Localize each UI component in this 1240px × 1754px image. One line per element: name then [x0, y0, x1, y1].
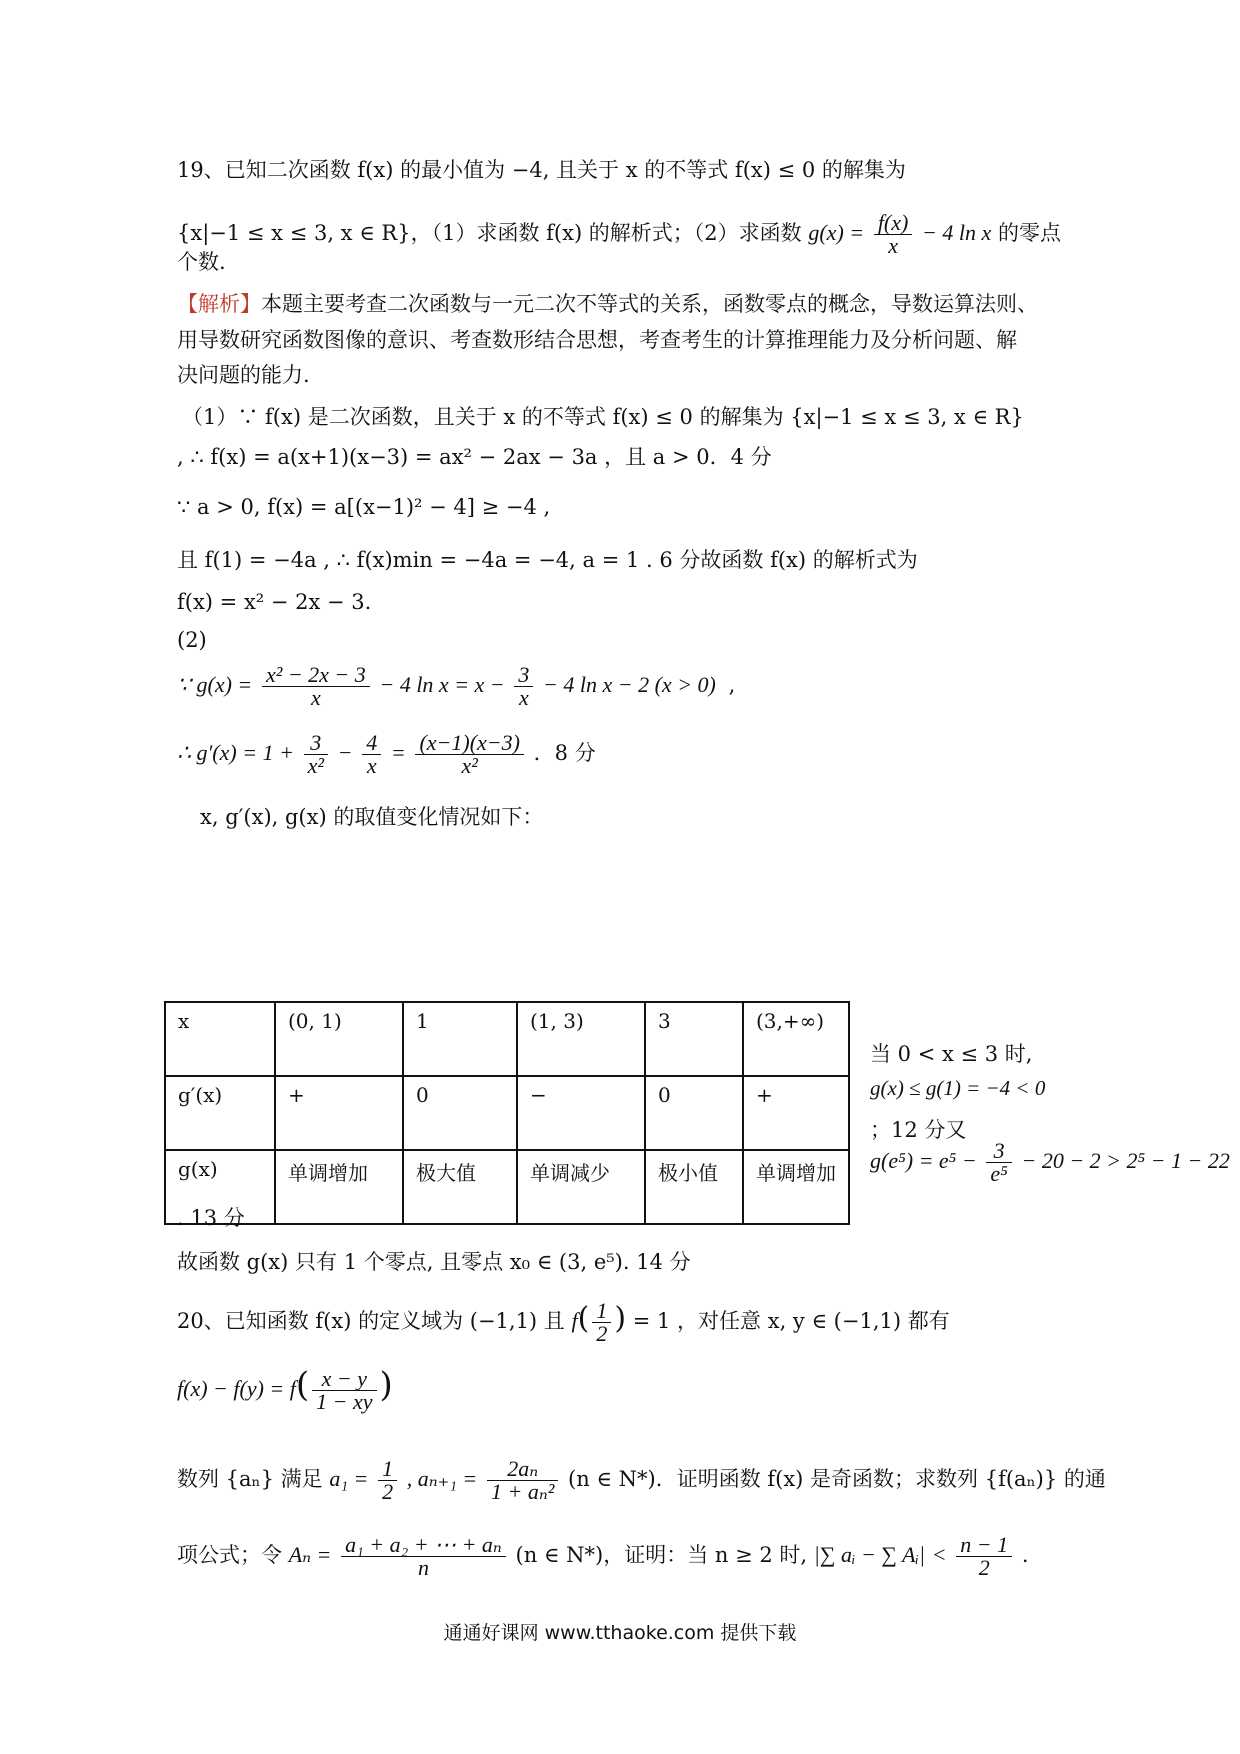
- g-def-numerator: f(x): [874, 212, 913, 235]
- q19-line-3: 个数.: [177, 250, 226, 274]
- step-8-fraction-1: [304, 732, 328, 777]
- step-4: 且 f(1) = −4a , ∴ f(x)min = −4a = −4, a = 1 . 6 分故函数 f(x) 的解析式为: [177, 548, 918, 572]
- table-row: [165, 1150, 849, 1224]
- step-7-den-1: x: [310, 685, 321, 710]
- table-cell: (0, 1): [275, 1002, 403, 1076]
- table-cell: −: [517, 1076, 645, 1150]
- step-8-post: ．8 分: [533, 741, 596, 765]
- step-7-den-2: x: [518, 685, 529, 710]
- q20-line-3-b: a₁ =: [329, 1466, 369, 1491]
- step-2: , ∴ f(x) = a(x+1)(x−3) = ax² − 2ax − 3a ，且 a > 0．4 分: [177, 445, 772, 469]
- step-8-den-2: x: [366, 753, 377, 778]
- q20-line-3-a: 数列 {aₙ} 满足: [177, 1467, 323, 1491]
- step-10: . 13 分: [177, 1206, 245, 1230]
- q20-line-4-b: Aₙ =: [288, 1542, 332, 1567]
- g-def-denominator: x: [888, 233, 898, 258]
- analysis-line-2: 用导数研究函数图像的意识、考查数形结合思想，考查考生的计算推理能力及分析问题、解: [177, 328, 1017, 352]
- q20-line-4-a: 项公式；令: [177, 1543, 282, 1567]
- analysis-line-1: [177, 292, 1038, 317]
- step-8-num-1: 3: [304, 732, 328, 755]
- q20-bound-num: n − 1: [956, 1534, 1012, 1557]
- g-def-fraction: [874, 212, 913, 257]
- step-8-eq: =: [390, 740, 406, 765]
- step-7-fraction-1: [262, 664, 370, 709]
- step-8-pre: ∴ g′(x) = 1 +: [177, 740, 294, 765]
- g-def-tail: − 4 ln x: [922, 220, 992, 245]
- q20-line-3-d: (n ∈ N*)．证明函数 f(x) 是奇函数；求数列 {f(aₙ)} 的通: [568, 1467, 1106, 1491]
- q20-line-1-pre: 20、已知函数 f(x) 的定义域为 (−1,1) 且: [177, 1309, 565, 1333]
- analysis-tag: 【解析】: [177, 292, 261, 316]
- q20-paren-close-2: ): [379, 1365, 393, 1405]
- table-cell: +: [743, 1076, 849, 1150]
- side-note-4-num: 3: [986, 1140, 1011, 1163]
- side-note-4-pre: g(e⁵) = e⁵ −: [870, 1148, 977, 1173]
- q20-line-4-c: (n ∈ N*)，证明：当 n ≥ 2 时,: [515, 1543, 808, 1567]
- q20-a1-den: 2: [382, 1479, 394, 1504]
- table-cell: g(x): [165, 1150, 275, 1224]
- analysis-line-3: 决问题的能力.: [177, 363, 310, 387]
- q20-An-den: n: [417, 1555, 429, 1580]
- step-8-den-3: x²: [461, 753, 478, 778]
- table-row: [165, 1002, 849, 1076]
- step-7-num-2: 3: [514, 664, 533, 687]
- q20-half-den: 2: [596, 1321, 608, 1346]
- q20-recur-fraction: [487, 1458, 558, 1503]
- q20-line-2-pre: f(x) − f(y) = f: [177, 1376, 296, 1401]
- q19-line-2: [177, 212, 1061, 257]
- q20-paren-open-2: (: [295, 1365, 310, 1405]
- table-cell: +: [275, 1076, 403, 1150]
- step-7-mid: − 4 ln x = x −: [379, 672, 505, 697]
- step-8-minus: −: [337, 740, 353, 765]
- q20-fxy-num: x − y: [312, 1368, 376, 1391]
- q20-half-num: 1: [592, 1300, 611, 1323]
- side-note-2: g(x) ≤ g(1) = −4 < 0: [870, 1076, 1046, 1100]
- step-5: f(x) = x² − 2x − 3.: [177, 590, 372, 614]
- q20-line-1: [177, 1300, 950, 1345]
- table-cell: 极小值: [645, 1150, 743, 1224]
- q20-abs-sum: |∑ aᵢ − ∑ Aᵢ|: [813, 1542, 926, 1567]
- q20-fxy-den: 1 − xy: [316, 1389, 373, 1414]
- page-footer: 通通好课网 www.tthaoke.com 提供下载: [443, 1622, 797, 1644]
- step-7-num-1: x² − 2x − 3: [262, 664, 370, 687]
- table-cell: 1: [403, 1002, 517, 1076]
- q20-line-4-dot: .: [1021, 1543, 1029, 1567]
- step-7: [177, 664, 735, 709]
- analysis-text-1: 本题主要考查二次函数与一元二次不等式的关系，函数零点的概念，导数运算法则、: [261, 292, 1038, 316]
- q20-a1-fraction: [378, 1458, 397, 1503]
- q20-line-2: [177, 1365, 393, 1414]
- variation-table: [164, 1001, 850, 1225]
- q20-recur-den: 1 + aₙ²: [490, 1479, 555, 1504]
- step-8-den-1: x²: [307, 753, 324, 778]
- q20-An-num: a₁ + a₂ + ⋯ + aₙ: [341, 1534, 506, 1557]
- side-note-4: [870, 1140, 1230, 1185]
- q20-fxy-fraction: [312, 1368, 376, 1413]
- q20-bound-den: 2: [978, 1555, 990, 1580]
- q20-half-fraction: [592, 1300, 611, 1345]
- g-def-end: 的零点: [997, 221, 1061, 245]
- table-cell: 单调减少: [517, 1150, 645, 1224]
- table-cell: x: [165, 1002, 275, 1076]
- table-row: [165, 1076, 849, 1150]
- step-11: 故函数 g(x) 只有 1 个零点, 且零点 x₀ ∈ (3, e⁵). 14 分: [177, 1250, 691, 1274]
- step-8-num-2: 4: [362, 732, 381, 755]
- step-3: ∵ a > 0, f(x) = a[(x−1)² − 4] ≥ −4 ,: [177, 495, 551, 519]
- q20-paren-open: (: [577, 1301, 590, 1336]
- q20-recur-num: 2aₙ: [487, 1458, 558, 1481]
- step-8-fraction-3: [415, 732, 524, 777]
- step-7-post: − 4 ln x − 2 (x > 0): [543, 672, 716, 697]
- side-note-4-post: − 20 − 2 > 2⁵ − 1 − 22: [1021, 1148, 1230, 1173]
- table-cell: 单调增加: [275, 1150, 403, 1224]
- side-note-4-den: e⁵: [990, 1161, 1008, 1186]
- step-7-comma: ,: [728, 673, 736, 697]
- table-cell: (1, 3): [517, 1002, 645, 1076]
- step-1: （1）∵ f(x) 是二次函数，且关于 x 的不等式 f(x) ≤ 0 的解集为 {x|−1 ≤ x ≤ 3, x ∈ R}: [182, 405, 1024, 429]
- step-7-fraction-2: [514, 664, 533, 709]
- step-7-pre: ∵ g(x) =: [177, 672, 253, 697]
- q20-a1-num: 1: [378, 1458, 397, 1481]
- q20-line-1-post: = 1 ，对任意 x, y ∈ (−1,1) 都有: [632, 1309, 950, 1333]
- q20-line-3: [177, 1458, 1106, 1503]
- q20-line-4: [177, 1534, 1029, 1579]
- side-note-1: 当 0 < x ≤ 3 时,: [870, 1042, 1033, 1066]
- q20-paren-close: ): [614, 1301, 627, 1336]
- side-note-4-fraction: [986, 1140, 1011, 1185]
- step-8-fraction-2: [362, 732, 381, 777]
- g-def-label: g(x) =: [808, 220, 865, 245]
- q20-bound-fraction: [956, 1534, 1012, 1579]
- step-8: [177, 732, 596, 777]
- table-cell: 3: [645, 1002, 743, 1076]
- table-cell: g′(x): [165, 1076, 275, 1150]
- q20-f-label: f: [571, 1308, 578, 1333]
- step-8-num-3: (x−1)(x−3): [415, 732, 524, 755]
- step-9: x, g′(x), g(x) 的取值变化情况如下：: [200, 805, 544, 829]
- q20-An-fraction: [341, 1534, 506, 1579]
- table-cell: 0: [645, 1076, 743, 1150]
- table-cell: 极大值: [403, 1150, 517, 1224]
- table-cell: 单调增加: [743, 1150, 849, 1224]
- q20-lt: <: [931, 1542, 947, 1567]
- step-6: (2): [177, 628, 207, 652]
- side-note-3: ；12 分又: [870, 1118, 967, 1142]
- q19-line-1: 19、已知二次函数 f(x) 的最小值为 −4, 且关于 x 的不等式 f(x) ≤ 0 的解集为: [177, 158, 906, 182]
- table-cell: (3,+∞): [743, 1002, 849, 1076]
- table-cell: 0: [403, 1076, 517, 1150]
- q19-line-2-text: {x|−1 ≤ x ≤ 3, x ∈ R}，（1）求函数 f(x) 的解析式；（2）求函数: [177, 221, 802, 245]
- q20-line-3-c: , aₙ₊₁ =: [406, 1466, 478, 1491]
